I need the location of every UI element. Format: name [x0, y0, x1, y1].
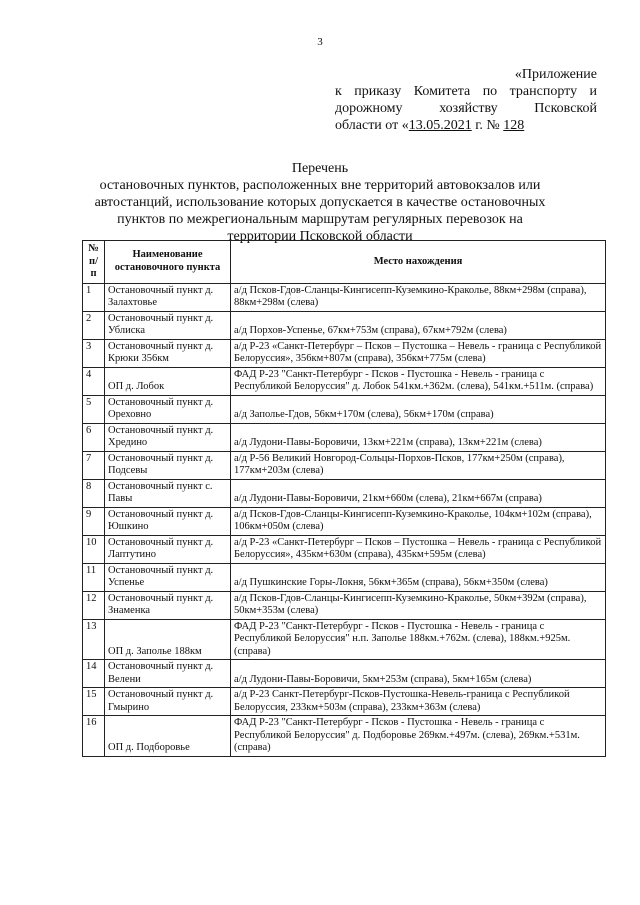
table-row: [83, 395, 606, 423]
stops-table: [82, 240, 606, 757]
stop-location: ФАД Р-23 "Санкт-Петербург - Псков - Пустошка - Невель - граница с Республикой Белоруссия" д. Лобок 541км.+362м. (слева), 541км.+511м. (справа): [231, 367, 606, 395]
stop-name: ОП д. Подборовье: [105, 716, 231, 757]
stop-name: Остановочный пункт д. Велени: [105, 660, 231, 688]
row-number: 4: [83, 367, 105, 395]
table-row: [83, 507, 606, 535]
table-row: [83, 451, 606, 479]
stop-location: а/д Лудони-Павы-Боровичи, 5км+253м (справа), 5км+165м (слева): [231, 660, 606, 688]
row-number: 15: [83, 688, 105, 716]
appendix-header: [335, 66, 597, 134]
stop-location: а/д Псков-Гдов-Сланцы-Кингисепп-Куземкино-Краколье, 50км+392м (справа), 50км+353м (слева): [231, 591, 606, 619]
title-line: Перечень: [291, 161, 349, 176]
table-row: [83, 563, 606, 591]
stop-location: а/д Пушкинские Горы-Локня, 56км+365м (справа), 56км+350м (слева): [231, 563, 606, 591]
row-number: 16: [83, 716, 105, 757]
row-number: 10: [83, 535, 105, 563]
row-number: 14: [83, 660, 105, 688]
table-row: [83, 283, 606, 311]
stop-name: Остановочный пункт д. Ореховно: [105, 395, 231, 423]
stop-location: а/д Лудони-Павы-Боровичи, 13км+221м (справа), 13км+221м (слева): [231, 423, 606, 451]
stop-name: Остановочный пункт д. Юшкино: [105, 507, 231, 535]
stop-name: Остановочный пункт д. Успенье: [105, 563, 231, 591]
table-row: [83, 367, 606, 395]
table-row: [83, 311, 606, 339]
title-line: остановочных пунктов, расположенных вне территорий автовокзалов или: [99, 178, 541, 193]
row-number: 9: [83, 507, 105, 535]
row-number: 1: [83, 283, 105, 311]
appendix-date-prefix: области от «: [335, 118, 409, 133]
row-number: 7: [83, 451, 105, 479]
header-place: Место нахождения: [231, 241, 606, 284]
title-line: автостанций, использование которых допускается в качестве остановочных: [94, 195, 546, 210]
stop-name: Остановочный пункт д. Знаменка: [105, 591, 231, 619]
stop-location: ФАД Р-23 "Санкт-Петербург - Псков - Пустошка - Невель - граница с Республикой Белоруссия" д. Подборовье 269км.+497м. (слева), 269км.+531м. (справа): [231, 716, 606, 757]
stop-location: а/д Порхов-Успенье, 67км+753м (справа), 67км+792м (слева): [231, 311, 606, 339]
row-number: 13: [83, 619, 105, 660]
row-number: 2: [83, 311, 105, 339]
stop-location: а/д Р-23 «Санкт-Петербург – Псков – Пустошка – Невель - граница с Республикой Белоруссия», 356км+807м (справа), 356км+775м (слева): [231, 339, 606, 367]
page-number: 3: [317, 36, 323, 48]
stop-location: ФАД Р-23 "Санкт-Петербург - Псков - Пустошка - Невель - граница с Республикой Белоруссия" н.п. Заполье 188км.+762м. (слева), 188км.+925м. (справа): [231, 619, 606, 660]
stop-location: а/д Р-56 Великий Новгород-Сольцы-Порхов-Псков, 177км+250м (справа), 177км+203м (слева): [231, 451, 606, 479]
table-row: [83, 339, 606, 367]
order-number: 128: [503, 118, 525, 133]
document-title: [80, 160, 560, 245]
stop-location: а/д Псков-Гдов-Сланцы-Кингисепп-Куземкино-Краколье, 88км+298м (справа), 88км+298м (слева): [231, 283, 606, 311]
table-row: [83, 423, 606, 451]
stop-name: Остановочный пункт д. Подсевы: [105, 451, 231, 479]
row-number: 6: [83, 423, 105, 451]
stop-location: а/д Лудони-Павы-Боровичи, 21км+660м (слева), 21км+667м (справа): [231, 479, 606, 507]
header-num: № п/п: [83, 241, 105, 284]
table-row: [83, 535, 606, 563]
stop-name: ОП д. Лобок: [105, 367, 231, 395]
stop-name: Остановочный пункт д. Хредино: [105, 423, 231, 451]
appendix-line: дорожному хозяйству Псковской: [335, 101, 597, 116]
title-line: территории Псковской области: [227, 229, 413, 244]
appendix-date-mid: г. №: [471, 118, 504, 133]
table-row: [83, 660, 606, 688]
stop-name: Остановочный пункт д. Гмырино: [105, 688, 231, 716]
table-row: [83, 591, 606, 619]
table-row: [83, 479, 606, 507]
header-name: Наименование остановочного пункта: [105, 241, 231, 284]
stop-name: Остановочный пункт д. Залахтовье: [105, 283, 231, 311]
stop-name: ОП д. Заполье 188км: [105, 619, 231, 660]
table-row: [83, 688, 606, 716]
table-header-row: [83, 241, 606, 284]
stop-location: а/д Р-23 Санкт-Петербург-Псков-Пустошка-Невель-граница с Республикой Белоруссия, 233км+503м (справа), 233км+363м (слева): [231, 688, 606, 716]
table-row: [83, 716, 606, 757]
stop-name: Остановочный пункт с. Павы: [105, 479, 231, 507]
appendix-title: «Приложение: [514, 67, 597, 82]
table-row: [83, 619, 606, 660]
title-line: пунктов по межрегиональным маршрутам регулярных перевозок на: [117, 212, 523, 227]
row-number: 5: [83, 395, 105, 423]
row-number: 12: [83, 591, 105, 619]
stop-name: Остановочный пункт д. Ублиска: [105, 311, 231, 339]
stop-location: а/д Р-23 «Санкт-Петербург – Псков – Пустошка – Невель - граница с Республикой Белоруссия», 435км+630м (справа), 435км+595м (слева): [231, 535, 606, 563]
row-number: 8: [83, 479, 105, 507]
stop-location: а/д Заполье-Гдов, 56км+170м (слева), 56км+170м (справа): [231, 395, 606, 423]
appendix-line: к приказу Комитета по транспорту и: [335, 84, 597, 99]
stop-location: а/д Псков-Гдов-Сланцы-Кингисепп-Куземкино-Краколье, 104км+102м (справа), 106км+050м (слева): [231, 507, 606, 535]
row-number: 3: [83, 339, 105, 367]
appendix-date-line: [335, 117, 597, 134]
stop-name: Остановочный пункт д. Крюки 356км: [105, 339, 231, 367]
row-number: 11: [83, 563, 105, 591]
order-date: 13.05.2021: [408, 118, 472, 133]
table-body: [83, 283, 606, 756]
stop-name: Остановочный пункт д. Лаптутино: [105, 535, 231, 563]
